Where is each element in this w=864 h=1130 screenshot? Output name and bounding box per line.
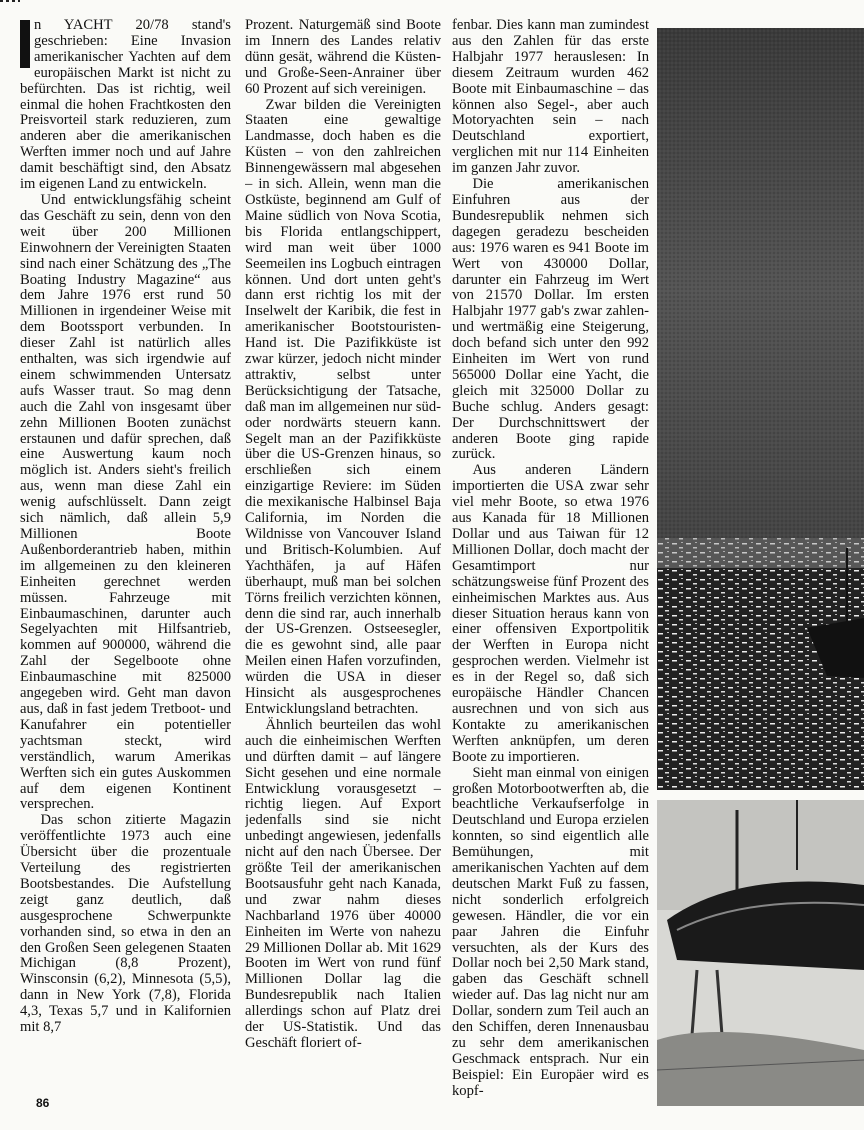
paragraph-text: n YACHT 20/78 stand's geschrieben: Eine Invasion amerikanischer Yachten auf dem europäischen Markt ist nicht zu befürchten. Das ist richtig, weil einmal die hohen Frachtkosten den Preisvorteil stark reduzieren, zum anderen aber die amerikanischen Werften immer noch und auf Jahre damit beschäftigt sind, den Absatz im eigenen Land zu entwickeln.: [20, 18, 231, 193]
paragraph: Und entwicklungsfähig scheint das Geschäft zu sein, denn von den weit über 200 Millionen Einwohnern der Vereinigten Staaten sind nach einer Schätzung des „The Boating Industry Magazine“ aus dem Jahre 1976 erst rund 50 Millionen in irgendeiner Weise mit dem Bootssport verbunden. In dieser Zahl ist natürlich alles enthalten, was sich irgendwie auf einem schwimmenden Untersatz aufs Wasser traut. So mag denn auch die Zahl von insgesamt über zehn Millionen Booten zunächst erstaunen und dafür sprechen, daß eine Auswertung kaum noch möglich ist. Anders sieht's freilich aus, wenn man diese Zahl ein wenig aufschlüsselt. Dann zeigt sich nämlich, daß allein 5,9 Millionen Boote Außenborderantrieb haben, mithin im allgemeinen zu den kleineren Einheiten gerechnet werden müssen. Fahrzeuge mit Einbaumaschinen, darunter auch Segelyachten mit Hilfsantrieb, kommen auf 900000, während die Zahl der Segelboote ohne Einbaumaschine mit 825000 angegeben wird. Geht man davon aus, daß in fast jedem Tretboot- und Kanufahrer ein potentieller yachtsman steckt, wird verständlich, warum Amerikas Werften sich ein gutes Auskommen auf dem eigenen Kontinent versprechen.: [20, 191, 231, 813]
sailboat-sea-photo: [657, 28, 864, 790]
paragraph: fenbar. Dies kann man zumindest aus den Zahlen für das erste Halbjahr 1977 herauslesen: In diesem Zeitraum wurden 462 Boote mit Einbaumaschine – das können also Segel-, aber auch Motoryachten sein – nach Deutschland exportiert, verglichen mit nur 114 Einheiten im ganzen Jahr zuvor.: [452, 18, 649, 177]
article-column-2: [245, 18, 441, 1118]
page-number: 86: [36, 1096, 50, 1110]
paragraph: Aus anderen Ländern importierten die USA zwar sehr viel mehr Boote, so etwa 1976 aus Kanada für 18 Millionen Dollar und aus Taiwan für 12 Millionen Dollar, doch macht der Gesamtimport nur schätzungsweise fünf Prozent des einheimischen Marktes aus. Aus dieser Situation heraus kann von einer offensiven Exportpolitik der Werften in Europa nicht gesprochen werden. Vielmehr ist es in der Regel so, daß sich europäische Händler Chancen ausrechnen und von sich aus Kontakte zu amerikanischen Werften anknüpfen, um deren Boote zu importieren.: [452, 462, 649, 765]
boat-on-trestles-image: [657, 800, 864, 1106]
drop-cap-initial: [20, 20, 30, 68]
article-column-1: [20, 18, 231, 1093]
paragraph: Ähnlich beurteilen das wohl auch die einheimischen Werften und dürften damit – auf längere Sicht gesehen und eine normale Entwicklung vorausgesetzt – richtig liegen. Auf Export jedenfalls sind sie nicht unbedingt angewiesen, jedenfalls nicht auf den nach Übersee. Der größte Teil der amerikanischen Bootsausfuhr geht nach Kanada, und zwar nahm dieses Nachbarland 1976 über 40000 Einheiten im Werte von nahezu 29 Millionen Dollar ab. Mit 1629 Booten im Wert von rund fünf Millionen Dollar lag die Bundesrepublik nach Italien allerdings schon auf Platz drei der US-Statistik. Und das Geschäft floriert of-: [245, 716, 441, 1051]
paragraph: Das schon zitierte Magazin veröffentlichte 1973 auch eine Übersicht über die prozentuale Verteilung des registrierten Bootsbestandes. Die Aufstellung zeigt ganz deutlich, daß ausgesprochene Schwerpunkte vorhanden sind, so etwa in den an den Großen Seen gelegenen Staaten Michigan (8,8 Prozent), Winsconsin (6,2), Minnesota (5,5), dann in New York (7,8), Florida 4,3, Texas 5,7 und in Kalifornien mit 8,7: [20, 812, 231, 1036]
paragraph: Sieht man einmal von einigen großen Motorbootwerften ab, die beachtliche Verkaufserfolge in Deutschland und Europa erzielen konnten, so sind eigentlich alle Bemühungen, mit amerikanischen Yachten auf dem deutschen Markt Fuß zu fassen, nicht sonderlich erfolgreich gewesen. Händler, die vor ein paar Jahren die Einfuhr versuchten, als der Kurs des Dollar noch bei 2,50 Mark stand, gaben das Geschäft schnell wieder auf. Das lag nicht nur am Dollar, sondern zum Teil auch an den Schiffen, deren Innenausbau zu sehr dem amerikanischen Geschmack entsprach. Nur ein Beispiel: Ein Europäer wird es kopf-: [452, 764, 649, 1099]
paragraph: Die amerikanischen Einfuhren aus der Bundesrepublik nehmen sich dagegen geradezu bescheiden aus: 1976 waren es 941 Boote im Wert von 430000 Dollar, darunter ein Fahrzeug im Wert von 21570 Dollar. Im ersten Halbjahr 1977 gab's zwar zahlen- und wertmäßig eine Steigerung, doch befand sich unter den 992 Einheiten im Wert von rund 565000 Dollar eine Yacht, die gleich mit 325000 Dollar zu Buche schlug. Anders gesagt: Der Durchschnittswert der anderen Boote ging rapide zurück.: [452, 176, 649, 463]
top-dashed-rule: [0, 0, 20, 2]
sailboat-sea-image: [657, 28, 864, 790]
paragraph: [20, 18, 231, 193]
article-column-3: [452, 18, 649, 1118]
boat-on-trestles-photo: [657, 800, 864, 1106]
paragraph: Zwar bilden die Vereinigten Staaten eine gewaltige Landmasse, doch haben es die Küsten – von den zahlreichen Binnengewässern mal abgesehen – in sich. Allein, wenn man die Ostküste, beginnend am Gulf of Maine südlich von Nova Scotia, bis Florida entlangschippert, wird man weit über 1000 Seemeilen ins Logbuch eintragen können. Und dort unten geht's dann erst richtig los mit der Inselwelt der Karibik, die fest in amerikanischer Bootstouristen-Hand ist. Die Pazifikküste ist zwar kürzer, jedoch nicht minder attraktiv, selbst unter Berücksichtigung der Tatsache, daß man im allgemeinen nur süd- oder nordwärts steuern kann. Segelt man an der Pazifikküste über die US-Grenzen hinaus, so erschließen sich einem einzigartige Reviere: im Süden die mexikanische Halbinsel Baja California, im Norden die Wildnisse von Vancouver Island und Britisch-Kolumbien. Auf Yachthäfen, ja auf Häfen überhaupt, muß man bei solchen Törns freilich verzichten können, denn die sind rar, auch innerhalb der US-Grenzen. Ostseesegler, die es gewohnt sind, alle paar Meilen einen Hafen vorzufinden, würden die USA in dieser Hinsicht als ausgesprochenes Entwicklungsland betrachten.: [245, 96, 441, 717]
paragraph: Prozent. Naturgemäß sind Boote im Innern des Landes relativ dünn gesät, während die Küsten- und Große-Seen-Anrainer über 60 Prozent auf sich vereinigen.: [245, 18, 441, 97]
